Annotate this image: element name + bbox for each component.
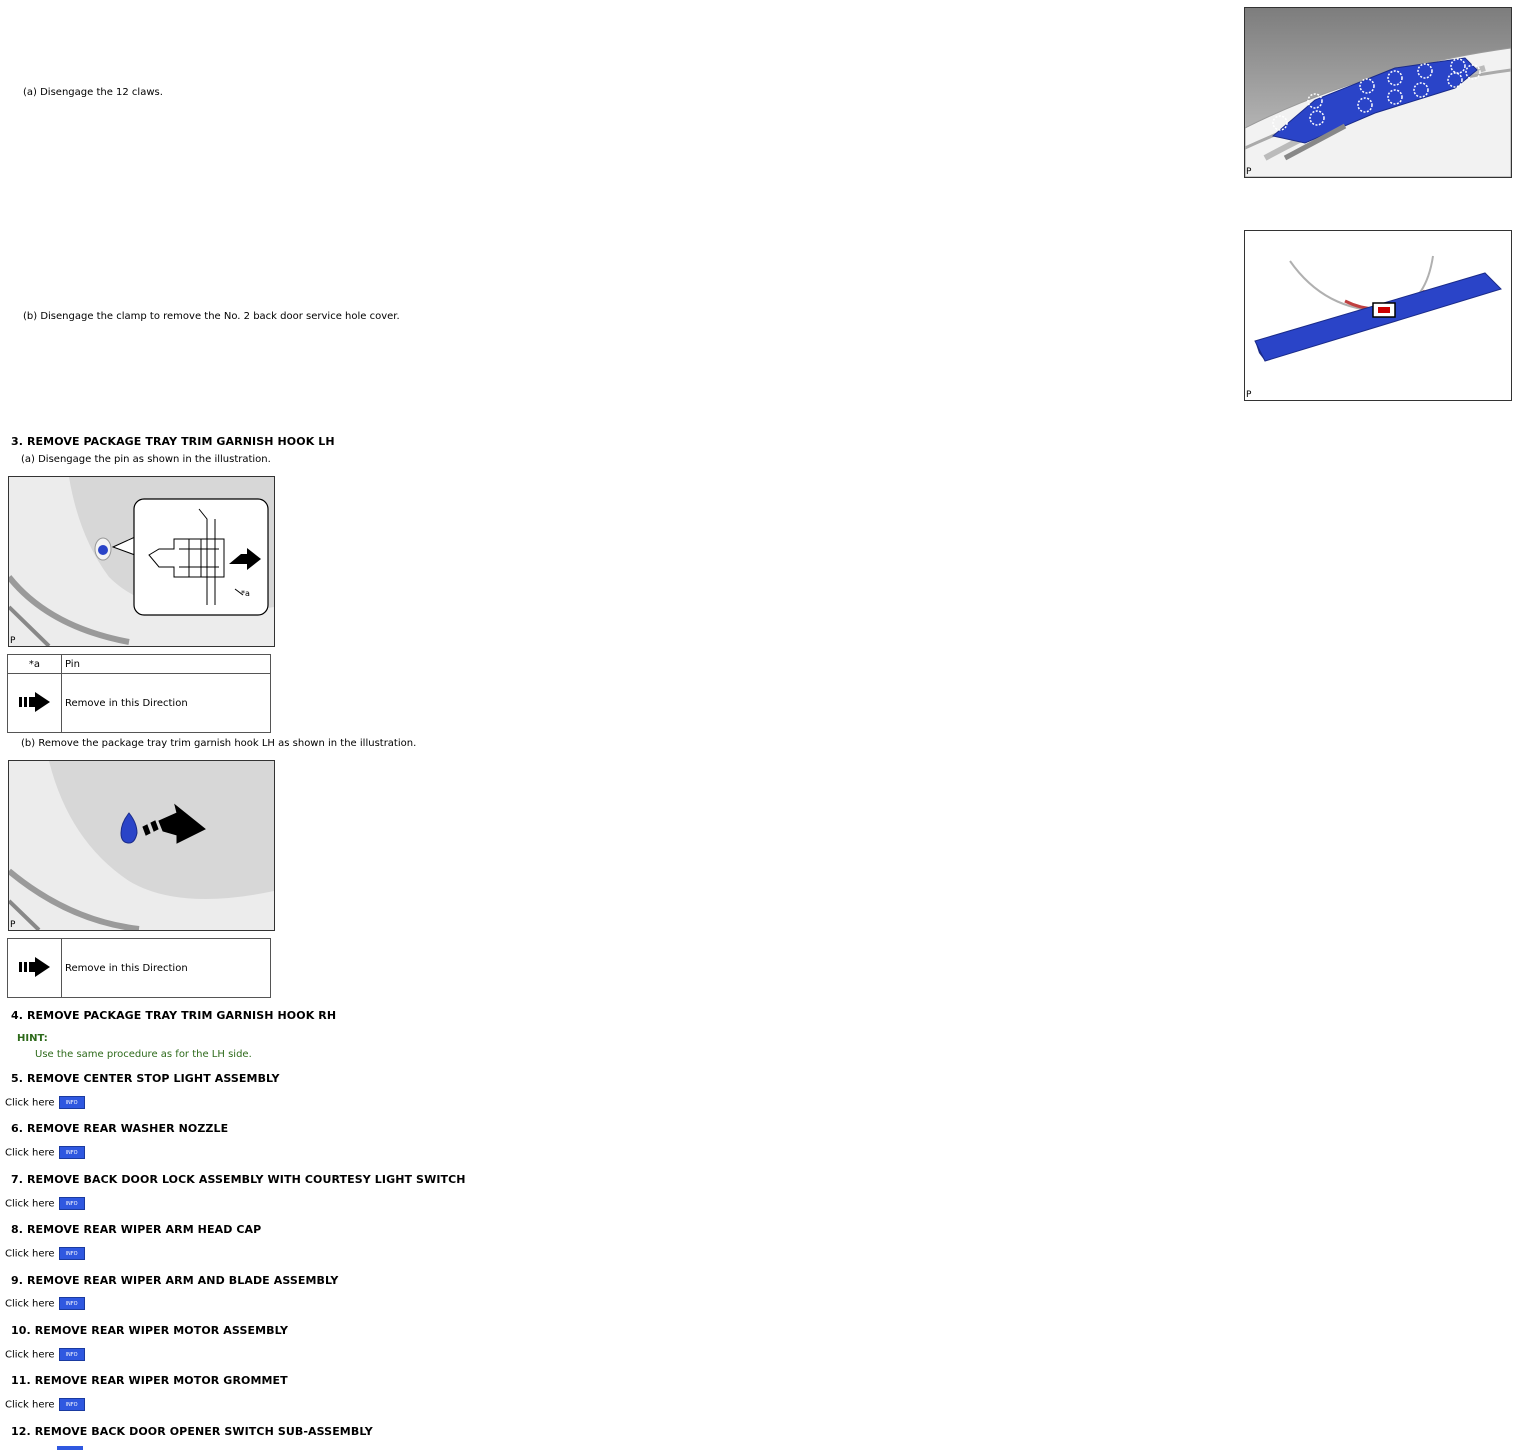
click-here-link[interactable]: Click here [5, 1097, 55, 1109]
figure-code-label: P [1246, 390, 1252, 400]
legend-key-pin: *a [8, 655, 62, 674]
legend-table-direction [7, 938, 271, 998]
step-6-heading: 6. REMOVE REAR WASHER NOZZLE [11, 1122, 229, 1135]
legend-table-pin [7, 654, 271, 733]
step-2b-text: (b) Disengage the clamp to remove the No. 2 back door service hole cover. [23, 311, 400, 322]
figure-code-label: P [10, 636, 16, 646]
info-button[interactable]: INFO [59, 1247, 85, 1260]
click-here-link[interactable]: Click here [5, 1399, 55, 1411]
claws-illustration [1244, 7, 1512, 178]
info-button-partial[interactable] [57, 1446, 83, 1450]
callout-pin-label: *a [241, 589, 250, 598]
click-here-link[interactable]: Click here [5, 1248, 55, 1260]
step-7-heading: 7. REMOVE BACK DOOR LOCK ASSEMBLY WITH COURTESY LIGHT SWITCH [11, 1173, 466, 1186]
service-hole-cover-illustration [1244, 230, 1512, 401]
click-here-link[interactable]: Click here [5, 1298, 55, 1310]
hint-text: Use the same procedure as for the LH side. [35, 1049, 252, 1060]
hook-removal-illustration [8, 760, 275, 931]
step-8-link-row [5, 1247, 85, 1260]
info-button[interactable]: INFO [59, 1297, 85, 1310]
step-5-heading: 5. REMOVE CENTER STOP LIGHT ASSEMBLY [11, 1072, 280, 1085]
step-10-heading: 10. REMOVE REAR WIPER MOTOR ASSEMBLY [11, 1324, 289, 1337]
step-12-heading: 12. REMOVE BACK DOOR OPENER SWITCH SUB-ASSEMBLY [11, 1425, 373, 1438]
hint-label: HINT: [17, 1033, 48, 1044]
step-3-heading: 3. REMOVE PACKAGE TRAY TRIM GARNISH HOOK LH [11, 435, 335, 448]
step-10-link-row [5, 1348, 85, 1361]
figure-code-label: P [1246, 167, 1252, 177]
legend-value-direction: Remove in this Direction [62, 674, 271, 733]
step-11-link-row [5, 1398, 85, 1411]
info-button[interactable]: INFO [59, 1197, 85, 1210]
step-7-link-row [5, 1197, 85, 1210]
info-button[interactable]: INFO [59, 1348, 85, 1361]
arrow-icon [8, 939, 62, 998]
step-3a-text: (a) Disengage the pin as shown in the illustration. [21, 454, 271, 465]
pin-illustration [8, 476, 275, 647]
step-4-heading: 4. REMOVE PACKAGE TRAY TRIM GARNISH HOOK RH [11, 1009, 337, 1022]
info-button[interactable]: INFO [59, 1096, 85, 1109]
info-button[interactable]: INFO [59, 1398, 85, 1411]
step-9-link-row [5, 1297, 85, 1310]
legend-value-pin: Pin [62, 655, 271, 674]
step-5-link-row [5, 1096, 85, 1109]
click-here-link[interactable]: Click here [5, 1147, 55, 1159]
click-here-link[interactable]: Click here [5, 1349, 55, 1361]
info-button[interactable]: INFO [59, 1146, 85, 1159]
step-11-heading: 11. REMOVE REAR WIPER MOTOR GROMMET [11, 1374, 288, 1387]
figure-code-label: P [10, 920, 16, 930]
step-6-link-row [5, 1146, 85, 1159]
click-here-link[interactable]: Click here [5, 1198, 55, 1210]
legend-value-direction: Remove in this Direction [62, 939, 271, 998]
step-8-heading: 8. REMOVE REAR WIPER ARM HEAD CAP [11, 1223, 262, 1236]
arrow-icon [8, 674, 62, 733]
step-3b-text: (b) Remove the package tray trim garnish hook LH as shown in the illustration. [21, 738, 417, 749]
step-2a-text: (a) Disengage the 12 claws. [23, 87, 163, 98]
step-9-heading: 9. REMOVE REAR WIPER ARM AND BLADE ASSEMBLY [11, 1274, 339, 1287]
